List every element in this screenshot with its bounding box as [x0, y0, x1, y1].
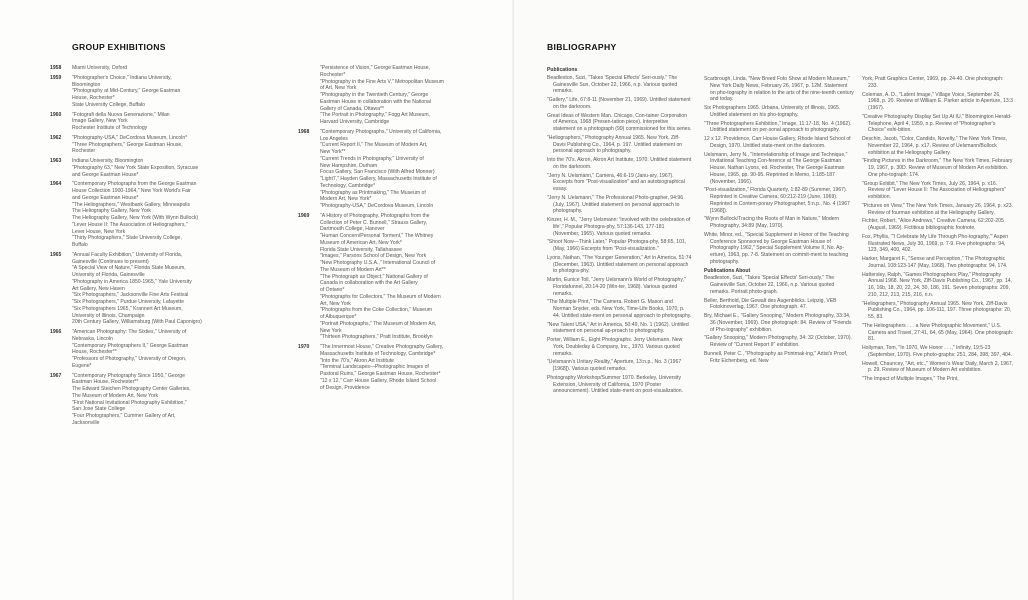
exhibition-line: 20th Century Gallery, Williamsburg (With Paul Caponigro)	[72, 319, 202, 326]
exhibition-line: New York	[320, 327, 342, 334]
right-page	[514, 0, 1028, 600]
exhibition-line: San Jose State College	[72, 406, 126, 413]
bibliography-entry: "The Impact of Multiple Images," The Print,	[862, 376, 959, 382]
bibliography-entry: Bry, Michael E., "Gallery Snooping," Modern Photography, 33:34, 36 (November, 1969). One photograph: 84. Review of "Friends of Pho-tography" exhibition.	[704, 313, 852, 333]
bibliography-entry: "Uelsmann's Unitary Reality," Aperture, 13:n.p., No. 3 (1967 [1968]). Various quoted remarks.	[547, 359, 682, 372]
exhibition-line: University of Florida, Gainesville	[72, 272, 145, 278]
exhibition-line: "Photography 63," New York State Exposition, Syracuse	[72, 164, 199, 171]
bibliography-entry: Beadleston, Suzi, "Takes 'Special Effects' Seri-ously." The Gainesville Sun, October 22, 1966, n.p. Various quoted remarks.	[547, 74, 678, 95]
exhibition-line: "Terminal Landscapes—Photographic Images of	[320, 364, 429, 371]
exhibition-line: "Thirteen Photographers," Pratt Institute, Brooklyn	[320, 334, 433, 341]
exhibition-line: "Contemporary Photographs from the George Eastman	[72, 181, 197, 188]
exhibition-line: Florida State University, Tallahassee	[320, 246, 402, 253]
exhibition-year: 1958	[50, 65, 62, 71]
exhibition-year: 1959	[50, 74, 62, 81]
bibliography-entry: Hollyman, Tom, "In 1970, We Honor . . .," Infinity, 19:5-23 (September, 1970). Five photo-graphs: 251, 284, 398, 397, 404.	[862, 345, 1013, 358]
bibliography-column-2	[704, 76, 854, 366]
publications-heading: Publications	[547, 67, 578, 73]
exhibition-line: The Heliography Gallery, New York	[72, 208, 151, 215]
exhibition-line: Lever House, New York	[72, 228, 126, 235]
exhibition-line: "American Photography: The Sixties," University of	[72, 329, 187, 335]
exhibition-line: "Images," Parsons School of Design, New York	[320, 253, 427, 260]
exhibitions-column-1	[50, 65, 282, 427]
exhibition-line: "Current Report II," The Museum of Modern Art,	[320, 142, 428, 149]
exhibition-line: Collection of Peter C. Bunnell," Strauss Gallery,	[320, 219, 428, 226]
exhibition-year: 1964	[50, 181, 62, 188]
bibliography-entry: "Wynn Bullock/Tracing the Roots of Man in Nature," Modern Photography, 34:89 (May, 1970).	[704, 216, 840, 229]
exhibition-year-group	[50, 158, 282, 178]
exhibition-line: Art, New York	[320, 300, 351, 307]
bibliography-entry: "Post-visualization," Florida Quarterly, 1:82-89 (Summer, 1967). Reprinted in Creative Camera, 60:212-219 (June, 1969). Reprinted in Contem-porary Photographer, 5:n.p., No. 4 (1967 [1968]).	[704, 187, 850, 214]
bibliography-entry: "Creative Photography Display Set Up At IU," Bloomington Herald-Telephone, April 4, 1959, n.p. Review of "Photographer's Choice" exhi-bition.	[862, 113, 1012, 134]
exhibition-line: "Persistence of Vision," George Eastman House,	[320, 65, 430, 71]
exhibition-line: State University College, Buffalo	[72, 101, 145, 108]
exhibition-line: Los Angeles	[320, 135, 348, 142]
exhibition-line: "The Innermost House," Creative Photography Gallery,	[320, 344, 444, 350]
exhibition-year: 1965	[50, 251, 62, 258]
exhibition-line: "Light7," Hayden Gallery, Massachusetts Institute of	[320, 176, 437, 182]
exhibition-line: "Professors of Photography," University of Oregon,	[72, 356, 187, 362]
exhibition-line: Focus Gallery, San Francisco (With Alfred Monner)	[320, 169, 435, 176]
exhibition-line: "Lever House II: The Association of Heliographers,"	[72, 221, 188, 228]
group-exhibitions-title: GROUP EXHIBITIONS	[72, 42, 166, 52]
exhibitions-column-2	[298, 65, 510, 391]
exhibition-year: 1970	[298, 344, 310, 350]
exhibition-line: "Current Trends in Photography," University of	[320, 155, 424, 162]
exhibition-line: Miami University, Oxford	[72, 65, 128, 71]
exhibition-year-group	[50, 251, 282, 326]
exhibition-line: Eastman House, Rochester**	[72, 379, 139, 386]
bibliography-entry: Bunnell, Peter C., "Photography as Printmak-ing," Artist's Proof, Fritz Eichenberg, ed. New	[704, 350, 848, 364]
exhibition-line: "Three Photographers," George Eastman House,	[72, 141, 183, 148]
exhibition-line: of Ontario*	[320, 287, 345, 293]
exhibition-line: University of Illinois, Champaign	[72, 312, 145, 319]
exhibition-line: Eastman House in collaboration with the National	[320, 98, 431, 105]
exhibition-line: "Into the 70's," Akron Art Institute	[320, 357, 394, 364]
exhibition-year: 1966	[50, 329, 62, 335]
bibliography-entry: Lyons, Nathan, "The Younger Generation," Art in America, 51:74 (December, 1963). Untitled statement on personal approach to photogra-phy.	[547, 254, 692, 275]
exhibition-line: "Photography at Mid-Century," George Eastman	[72, 88, 181, 95]
bibliography-entry: "New Talent USA," Art in America, 50:49, No. 1 (1962). Untitled statement on personal ap-proach to photography.	[547, 321, 689, 335]
exhibition-line: "Photographs from the Coke Collection," Museum	[320, 307, 433, 314]
exhibition-line: "Contemporary Photography Since 1950," George	[72, 372, 185, 379]
exhibition-line: "Photography in the Twentieth Century," George	[320, 92, 429, 98]
bibliography-entry: Fichter, Robert, "Alice Andrews," Creative Camera, 62:202-205 (August, 1969). Fictitious bibliographic footnote.	[862, 218, 1004, 231]
exhibition-line: "Contemporary Photographs," University of California,	[320, 128, 442, 135]
exhibition-line: Bloomington	[72, 81, 101, 88]
exhibition-line: Pastoral Ruins," George Eastman House, Rochester*	[320, 371, 441, 377]
bibliography-entry: Deschin, Jacob, "Color, Candids, Novelty," The New York Times, November 22, 1964, p. x17. Review of Uelsmann/Bullock exhibition at the Heliography Gallery.	[862, 136, 1007, 156]
exhibition-year-group	[50, 111, 282, 132]
bibliography-entry: "Group Exhibit," The New York Times, July 26, 1964, p. x16. Review of "Lever House II: The Association of Heliographers" exhibition.	[862, 180, 1007, 200]
bibliography-entry: "The Heliographers . . . a New Photographic Movement," U.S. Camera and Travel, 27:41, 64, 65 (May, 1964). One photograph: 81.	[862, 322, 1014, 343]
bibliography-entry: "Three Photographers Exhibition," Image, 11:17-18, No. 4 (1962). Untitled statement on per-sonal approach to photography.	[704, 120, 852, 134]
exhibition-year-group	[298, 212, 510, 341]
exhibition-line: "Human Concern/Personal Torment," The Whitney	[320, 233, 434, 239]
exhibition-line: Rochester Institute of Technology	[72, 125, 148, 131]
exhibition-line: The Edward Steichen Photography Center Galleries,	[72, 386, 191, 392]
bibliography-entry: Porter, William E., Eight Photographs. Jerry Uelsmann. New York, Doubleday & Company, Inc., 1970. Various quoted remarks.	[547, 337, 683, 357]
exhibition-line: and George Eastman House*	[72, 171, 139, 178]
exhibition-line: Modern Art, New York*	[320, 196, 372, 203]
publications-about-heading: Publications About	[704, 267, 751, 274]
exhibition-line: "First National Invitational Photography Exhibition,"	[72, 399, 187, 406]
exhibition-line: Harvard University, Cambridge	[320, 119, 390, 125]
exhibition-year-group	[50, 74, 282, 109]
exhibition-line: Massachusetts Institute of Technology, Cambridge*	[320, 350, 436, 357]
bibliography-entry: "Jerry N. Uelsmann," The Professional Photo-grapher, 94:96 (July, 1967). Untitled statement on personal approach to photography.	[547, 194, 684, 215]
exhibition-year-group	[298, 344, 510, 391]
exhibition-line: Rochester	[72, 148, 96, 155]
bibliography-entry: "Gallery," Life, 67:8-11 (November 21, 1969). Untitled statement on the darkroom.	[547, 97, 691, 110]
exhibition-line: New Hampshire, Durham	[320, 162, 378, 169]
exhibition-year: 1968	[298, 128, 310, 135]
bibliography-entry: "Finding Pictures in the Darkroom," The New York Times, February 19, 1967, p. 30D. Review of Museum of Modern Art exhibition. One pho-tograph: 174.	[862, 158, 1013, 178]
bibliography-entry: Howell, Chauncey, "Art, etc.," Women's Wear Daily, March 2, 1967, p. 29. Review of Museum of Modern Art exhibition.	[862, 360, 1014, 374]
exhibition-year: 1967	[50, 372, 62, 379]
bibliography-entry: "The Multiple Print," The Camera. Robert G. Mason and Norman Snyder, eds. New York, Time-Life Books, 1970, p. 44. Untitled state-ment on personal approach to photography.	[547, 299, 692, 319]
bibliography-entry: Hattersley, Ralph, "Games Photographers Play," Photography Annual 1968. New York, Ziff-Davis Publishing Co., 1967, pp. 14, 16, 16b, 18, 20, 22, 24, 30, 186, 191. Seven photographs: 209, 210, 212, 213, 215, 216, n.n.	[862, 271, 1013, 298]
exhibition-line: "The Portrait in Photography," Fogg Art Museum,	[320, 112, 430, 119]
exhibition-line: Buffalo	[72, 242, 88, 248]
exhibition-line: "Six Photographers 1965," Krannert Art Museum,	[72, 305, 183, 312]
exhibition-line: "Photography in America 1850-1965," Yale University	[72, 278, 192, 285]
exhibition-line: Rochester*	[320, 71, 346, 78]
exhibition-line: "Annual Faculty Exhibition," University of Florida,	[72, 251, 183, 258]
exhibition-line: Dartmouth College, Hanover	[320, 226, 385, 233]
exhibition-line: Jacksonville	[72, 419, 100, 426]
bibliography-entry: 12 x 12. Providence, Carr House Gallery, Rhode Island School of Design, 1970. Untitled state-ment on the darkroom.	[704, 136, 851, 149]
exhibition-line: "Four Photographers," Cummer Gallery of Art,	[72, 413, 176, 419]
exhibition-line: Technology, Cambridge*	[320, 182, 376, 189]
bibliography-entry: "Heliographers," Photography Annual 1965. New York, Ziff-Davis Publishing Co., 1964, p. 197. Untitled statement on personal approach to photography.	[547, 134, 683, 155]
bibliography-entry: Beadleston, Suzi, "Takes 'Special Effects' Seri-ously," The Gainesville Sun, October 22, 1966, n.p. Various quoted remarks. Portrait photo-graph.	[704, 275, 835, 295]
exhibition-line: "Photographer's Choice," Indiana University,	[72, 74, 172, 81]
bibliography-entry: York, Pratt Graphics Center, 1969, pp. 24-40. One photograph: 233.	[862, 76, 1004, 89]
exhibition-line: of Albuquerque*	[320, 314, 357, 320]
bibliography-entry: "Gallery Snooping," Modern Photography, 34: 32 (October, 1970). Review of "Current Report II" exhibition.	[704, 335, 852, 348]
exhibition-line: of Art, New York	[320, 85, 357, 92]
bibliography-entry: Fox, Phyllis, "'I Celebrate My Life Through Pho-tography,'" Aspen Illustrated News, July 30, 1969, p. 7-9. Five photographs: 94, 123, 349, 400, 402.	[862, 233, 1009, 254]
exhibition-line: The Heliography Gallery, New York (With Wynn Bullock)	[72, 215, 199, 221]
bibliography-entry: White, Minor, ed., "Special Supplement in Honor of the Teaching Conference Sponsored by George Eastman House of Photography 1962," Special Supplement Volume II, No. Ap-erture), 1963, pp. 7-8. Statement on commit-ment to teaching photography.	[704, 231, 849, 265]
exhibition-line: "Photographs for Collectors," The Museum of Modern	[320, 293, 441, 300]
exhibition-year-group	[320, 65, 510, 126]
exhibition-line: "A History of Photography, Photographs from the	[320, 212, 430, 219]
bibliography-entry: "Jerry N. Uelsmann," Camera, 46:6-19 (Janu-ary, 1967). Excerpts from "Post-visualization" and an autobiographical essay.	[547, 172, 685, 192]
exhibition-year: 1960	[50, 111, 62, 118]
exhibition-line: The Museum of Modern Art, New York	[72, 392, 159, 399]
exhibition-line: "Photography as Printmaking," The Museum of	[320, 189, 426, 196]
exhibition-line: "The Photograph as Object," National Gallery of	[320, 273, 428, 280]
exhibition-line: "Photography in the Fine Arts V," Metropolitan Museum	[320, 78, 445, 85]
exhibition-line: Image Gallery, New York	[72, 118, 128, 125]
exhibition-line: "Contemporary Photographers II," George Eastman	[72, 342, 189, 349]
bibliography-entry: Coleman, A. D., "Latent Image," Village Voice, September 26, 1968, p. 20. Review of William E. Parker article in Aperture, 13:3 (1967).	[862, 91, 1013, 111]
bibliography-entry: Into the 70's. Akron, Akron Art Institute, 1970. Untitled statement on the darkroom.	[547, 157, 692, 170]
exhibition-line: "Six Photographers," Purdue University, Lafayette	[72, 299, 184, 305]
exhibition-line: "The Heliographers," Westbank Gallery, Minneapolis	[72, 201, 191, 208]
exhibition-year-group	[50, 372, 282, 427]
bibliography-entry: Uelsmann, Jerry N., "Interrelationship of Image and Technique," Invitational Teaching Con-ference at The George Eastman House. Nathan Lyons, ed. Rochester, The George Eastman House, 1965, pp. 90-95. Reprinted in Memo, 1:185-187 (November, 1966).	[704, 151, 848, 185]
bibliography-title: BIBLIOGRAPHY	[547, 42, 617, 52]
bibliography-entry: "Shoot Now—Think Later," Popular Photogra-phy, 58:65, 101, (May, 1966) Excerpts from "Post-visualization."	[547, 239, 687, 252]
bibliography-entry: Great Ideas of Western Man. Chicago, Con-tainer Corporation of America, 1968 (Presen-tation piece). Interpretive statement on a photograph (99) commissioned for this series.	[547, 112, 692, 132]
exhibition-year: 1969	[298, 212, 310, 219]
exhibition-year: 1963	[50, 158, 62, 164]
exhibition-line: Indiana University, Bloomington	[72, 158, 144, 164]
bibliography-entry: "Heliographers," Photography Annual 1965. New York, Ziff-Davis Publishing Co., 1964, pp. 106-111, 197. Three photographs: 20, 55, 83.	[862, 300, 1012, 320]
exhibition-line: and George Eastman House*	[72, 194, 139, 201]
exhibition-line: Art Gallery, New Haven	[72, 285, 125, 292]
exhibition-year-group	[298, 128, 510, 210]
bibliography-entry: Martin, Eunice Toll, "Jerry Uelsmann's World of Photography," Floridafunnel, 20:14-20 (Win-ter, 1968). Various quoted remarks.	[547, 277, 686, 297]
bibliography-entry: Harker, Margaret F., "Sense and Perception," The Photographic Journal, 108:123-147 (May, 1968). Two photographs: 94, 174.	[862, 256, 1008, 269]
exhibition-line: "Six Photographers," Jacksonville Fine Arts Festival	[72, 292, 189, 299]
exhibition-line: "Photography-USA," DeCordova Museum, Lincoln	[320, 203, 434, 209]
exhibition-year: 1962	[50, 134, 62, 141]
exhibition-line: Eugene*	[72, 362, 92, 369]
bibliography-entry: Kinzer, H. M., "Jerry Uelsmann: 'Involved with the celebration of life'," Popular Photogra-phy, 57:136-143, 177-181 (November, 1965). Various quoted remarks.	[547, 217, 691, 237]
exhibition-line: Gallery of Canada, Ottawa**	[320, 105, 384, 112]
exhibition-year-group	[50, 181, 282, 249]
bibliography-entry: Six Photographers 1965. Urbana, University of Illinois, 1965. Untitled statement on his pho-tography.	[704, 105, 841, 118]
bibliography-entry: "Pictures on View," The New York Times, January 26, 1964, p. x23. Review of fourman exhibition at the Heliography Gallery.	[862, 202, 1013, 216]
exhibition-line: "12 x 12," Carr House Gallery, Rhode Island School	[320, 377, 437, 384]
exhibition-line: "Fotografi della Nuova Generazione," Milan	[72, 111, 170, 118]
exhibition-line: "Thirty Photographers," State University College,	[72, 235, 182, 242]
exhibition-line: Canada in collaboration with the Art Gallery	[320, 280, 418, 287]
exhibition-line: House, Rochester*	[72, 95, 115, 101]
exhibition-line: New York**	[320, 149, 346, 155]
exhibition-year-group	[50, 329, 282, 370]
exhibition-line: Museum of American Art, New York*	[320, 239, 402, 246]
exhibition-line: of Design, Providence	[320, 384, 370, 391]
exhibition-line: Nebraska, Lincoln	[72, 335, 113, 342]
bibliography-column-3	[862, 76, 1014, 385]
exhibition-line: The Museum of Modern Art**	[320, 266, 386, 273]
bibliography-entry: Beller, Berthold, Die Gewalt des Augenblicks. Leipzig, VEB Fotokinoverlag, 1967. One photograph. 47.	[704, 297, 837, 311]
bibliography-entry: Scarbrough, Linda, "New Breed Foto Show at Modern Museum," New York Daily News, February 26, 1967, p. 12M. Statement on pho-tography in relation to the arts of the nine-teenth century and today.	[704, 76, 854, 103]
exhibition-line: Gainesville (Continues to present)	[72, 258, 149, 265]
exhibition-line: "New Photography U.S.A.," International Council of	[320, 260, 436, 266]
exhibition-line: "Photography-USA," DeCordova Museum, Lincoln*	[72, 134, 188, 141]
exhibition-line: House, Rochester**	[72, 349, 117, 356]
bibliography-column-1	[547, 65, 692, 397]
bibliography-entry: Photography Workshop/Summer 1970. Berkeley, University Extension, University of California, 1970 (Poster announcement). Untitled state-ment on post-visualization.	[547, 374, 683, 395]
exhibition-year-group	[50, 65, 282, 72]
exhibition-year-group	[50, 134, 282, 155]
exhibition-line: House Collection 1900-1964," New York World's Fair	[72, 188, 191, 194]
exhibition-line: "Portrait Photographs," The Museum of Modern Art,	[320, 320, 437, 327]
exhibition-line: "A Special View of Nature," Florida State Museum,	[72, 265, 186, 272]
